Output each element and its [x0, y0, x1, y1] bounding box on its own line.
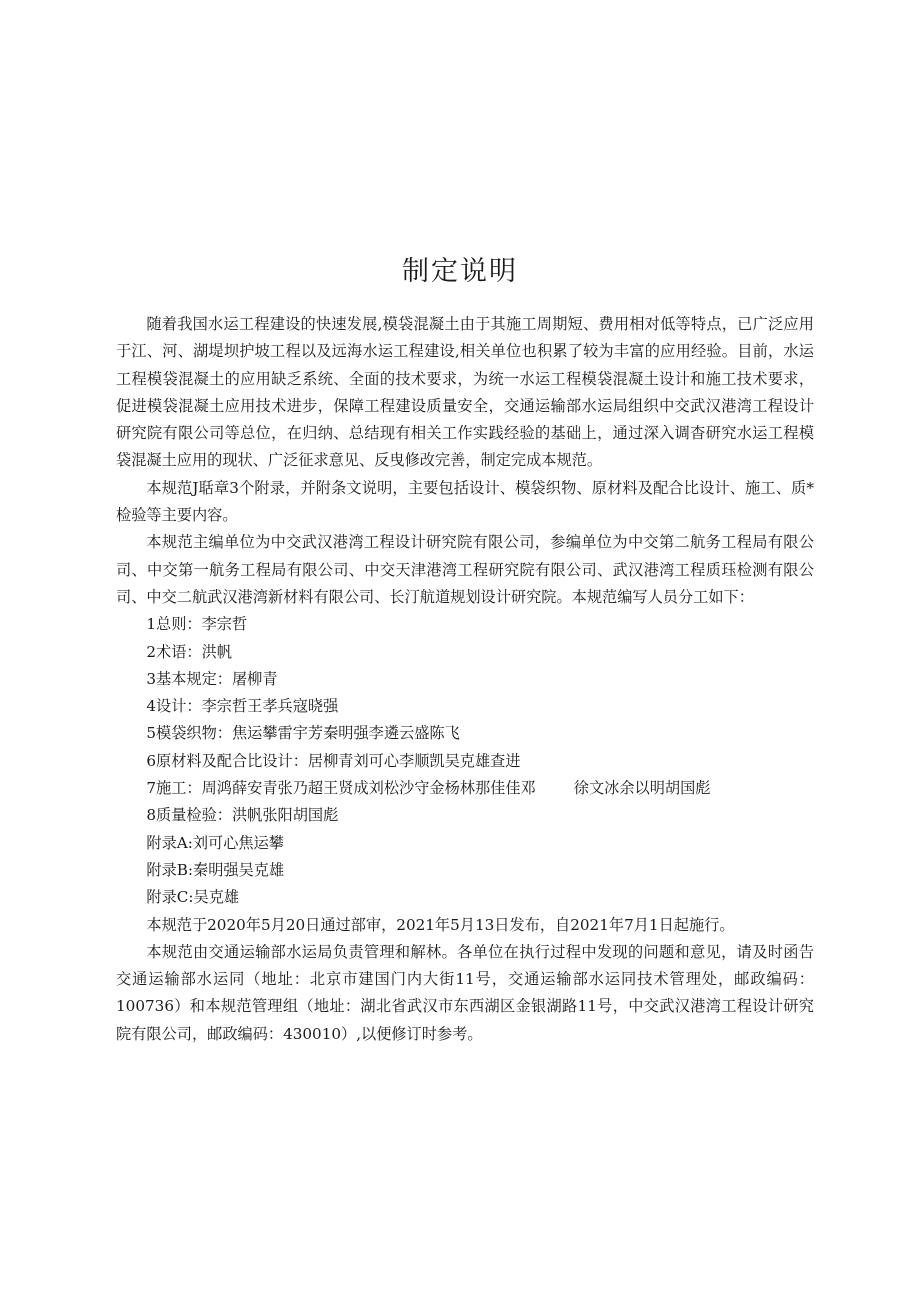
author-line-7-main: 7施工：周鸿薛安青张乃超王贤成刘松沙守金杨林那佳佳邓 [146, 779, 536, 798]
author-line-3: 3基本规定：屠柳青 [146, 669, 278, 688]
author-line-5: 5模袋织物：焦运攀雷宇芳秦明强李遴云盛陈飞 [146, 724, 460, 743]
author-line-6: 6原材料及配合比设计：居柳青刘可心李顺凯吴克雄查进 [146, 751, 521, 770]
paragraph-units: 本规范主编单位为中交武汉港湾工程设计研究院有限公司，参编单位为中交第二航务工程局有限公司、中交第一航务工程局有限公司、中交天津港湾工程研究院有限公司、武汉港湾工程质珏检测有限公司、中交二航武汉港湾新材料有限公司、长汀航道规划设计研究院。本规范编写人员分工如下： [116, 533, 814, 606]
paragraph-release: 本规范于2020年5月20日通过部审，2021年5月13日发布，自2021年7月1日起施行。 [146, 915, 735, 934]
paragraph-contents: 本规范J聒章3个附录，并附条文说明，主要包括设计、模袋织物、原材料及配合比设计、施工、质*检验等主要内容。 [116, 478, 814, 525]
paragraph-contact: 本规范由交通运输部水运局负责管理和解林。各单位在执行过程中发现的问题和意见，请及时函告交通运输部水运同（地址：北京市建国门内大街11号，交通运输部水运同技术管理处，邮政编码：100736）和本规范管理组（地址：湖北省武汉市东西湖区金银湖路11号，中交武汉港湾工程设计研究院有限公司，邮政编码：430010）,以便修订时参考。 [116, 942, 814, 1043]
paragraph-intro: 随着我国水运工程建设的快速发展,模袋混凝土由于其施工周期短、费用相对低等特点，已广泛应用于江、河、湖堤坝护坡工程以及远海水运工程建设,相关单位也积累了较为丰富的应用经验。目前，水运工程模袋混凝土的应用缺乏系统、全面的技术要求，为统一水运工程模袋混凝土设计和施工技术要求，促进模袋混凝土应用技术进步，保障工程建设质量安全，交通运输部水运局组织中交武汉港湾工程设计研究院有限公司等总位，在归纳、总结现有相关工作实践经验的基础上，通过深入调杳研究水运工程模袋混凝土应用的现状、广泛征求意见、反曳修改完善，制定完成本规范。 [116, 315, 814, 470]
page-title: 制定说明 [402, 256, 518, 287]
appendix-a-line: 附录A:刘可心焦运攀 [146, 833, 284, 852]
author-line-7 [116, 775, 814, 802]
author-line-4: 4设计：李宗哲王孝兵寇晓强 [146, 697, 339, 716]
document-body [116, 311, 814, 1048]
appendix-c-line: 附录C:吴克雄 [146, 888, 240, 907]
author-line-8: 8质量检验：洪帆张阳胡国彪 [146, 806, 339, 825]
author-line-2: 2术语：洪帆 [146, 642, 232, 661]
author-line-7-tail: 徐文冰余以明胡国彪 [573, 779, 711, 798]
author-line-1: 1总则：李宗哲 [146, 615, 248, 634]
appendix-b-line: 附录B:秦明强吴克雄 [146, 860, 285, 879]
